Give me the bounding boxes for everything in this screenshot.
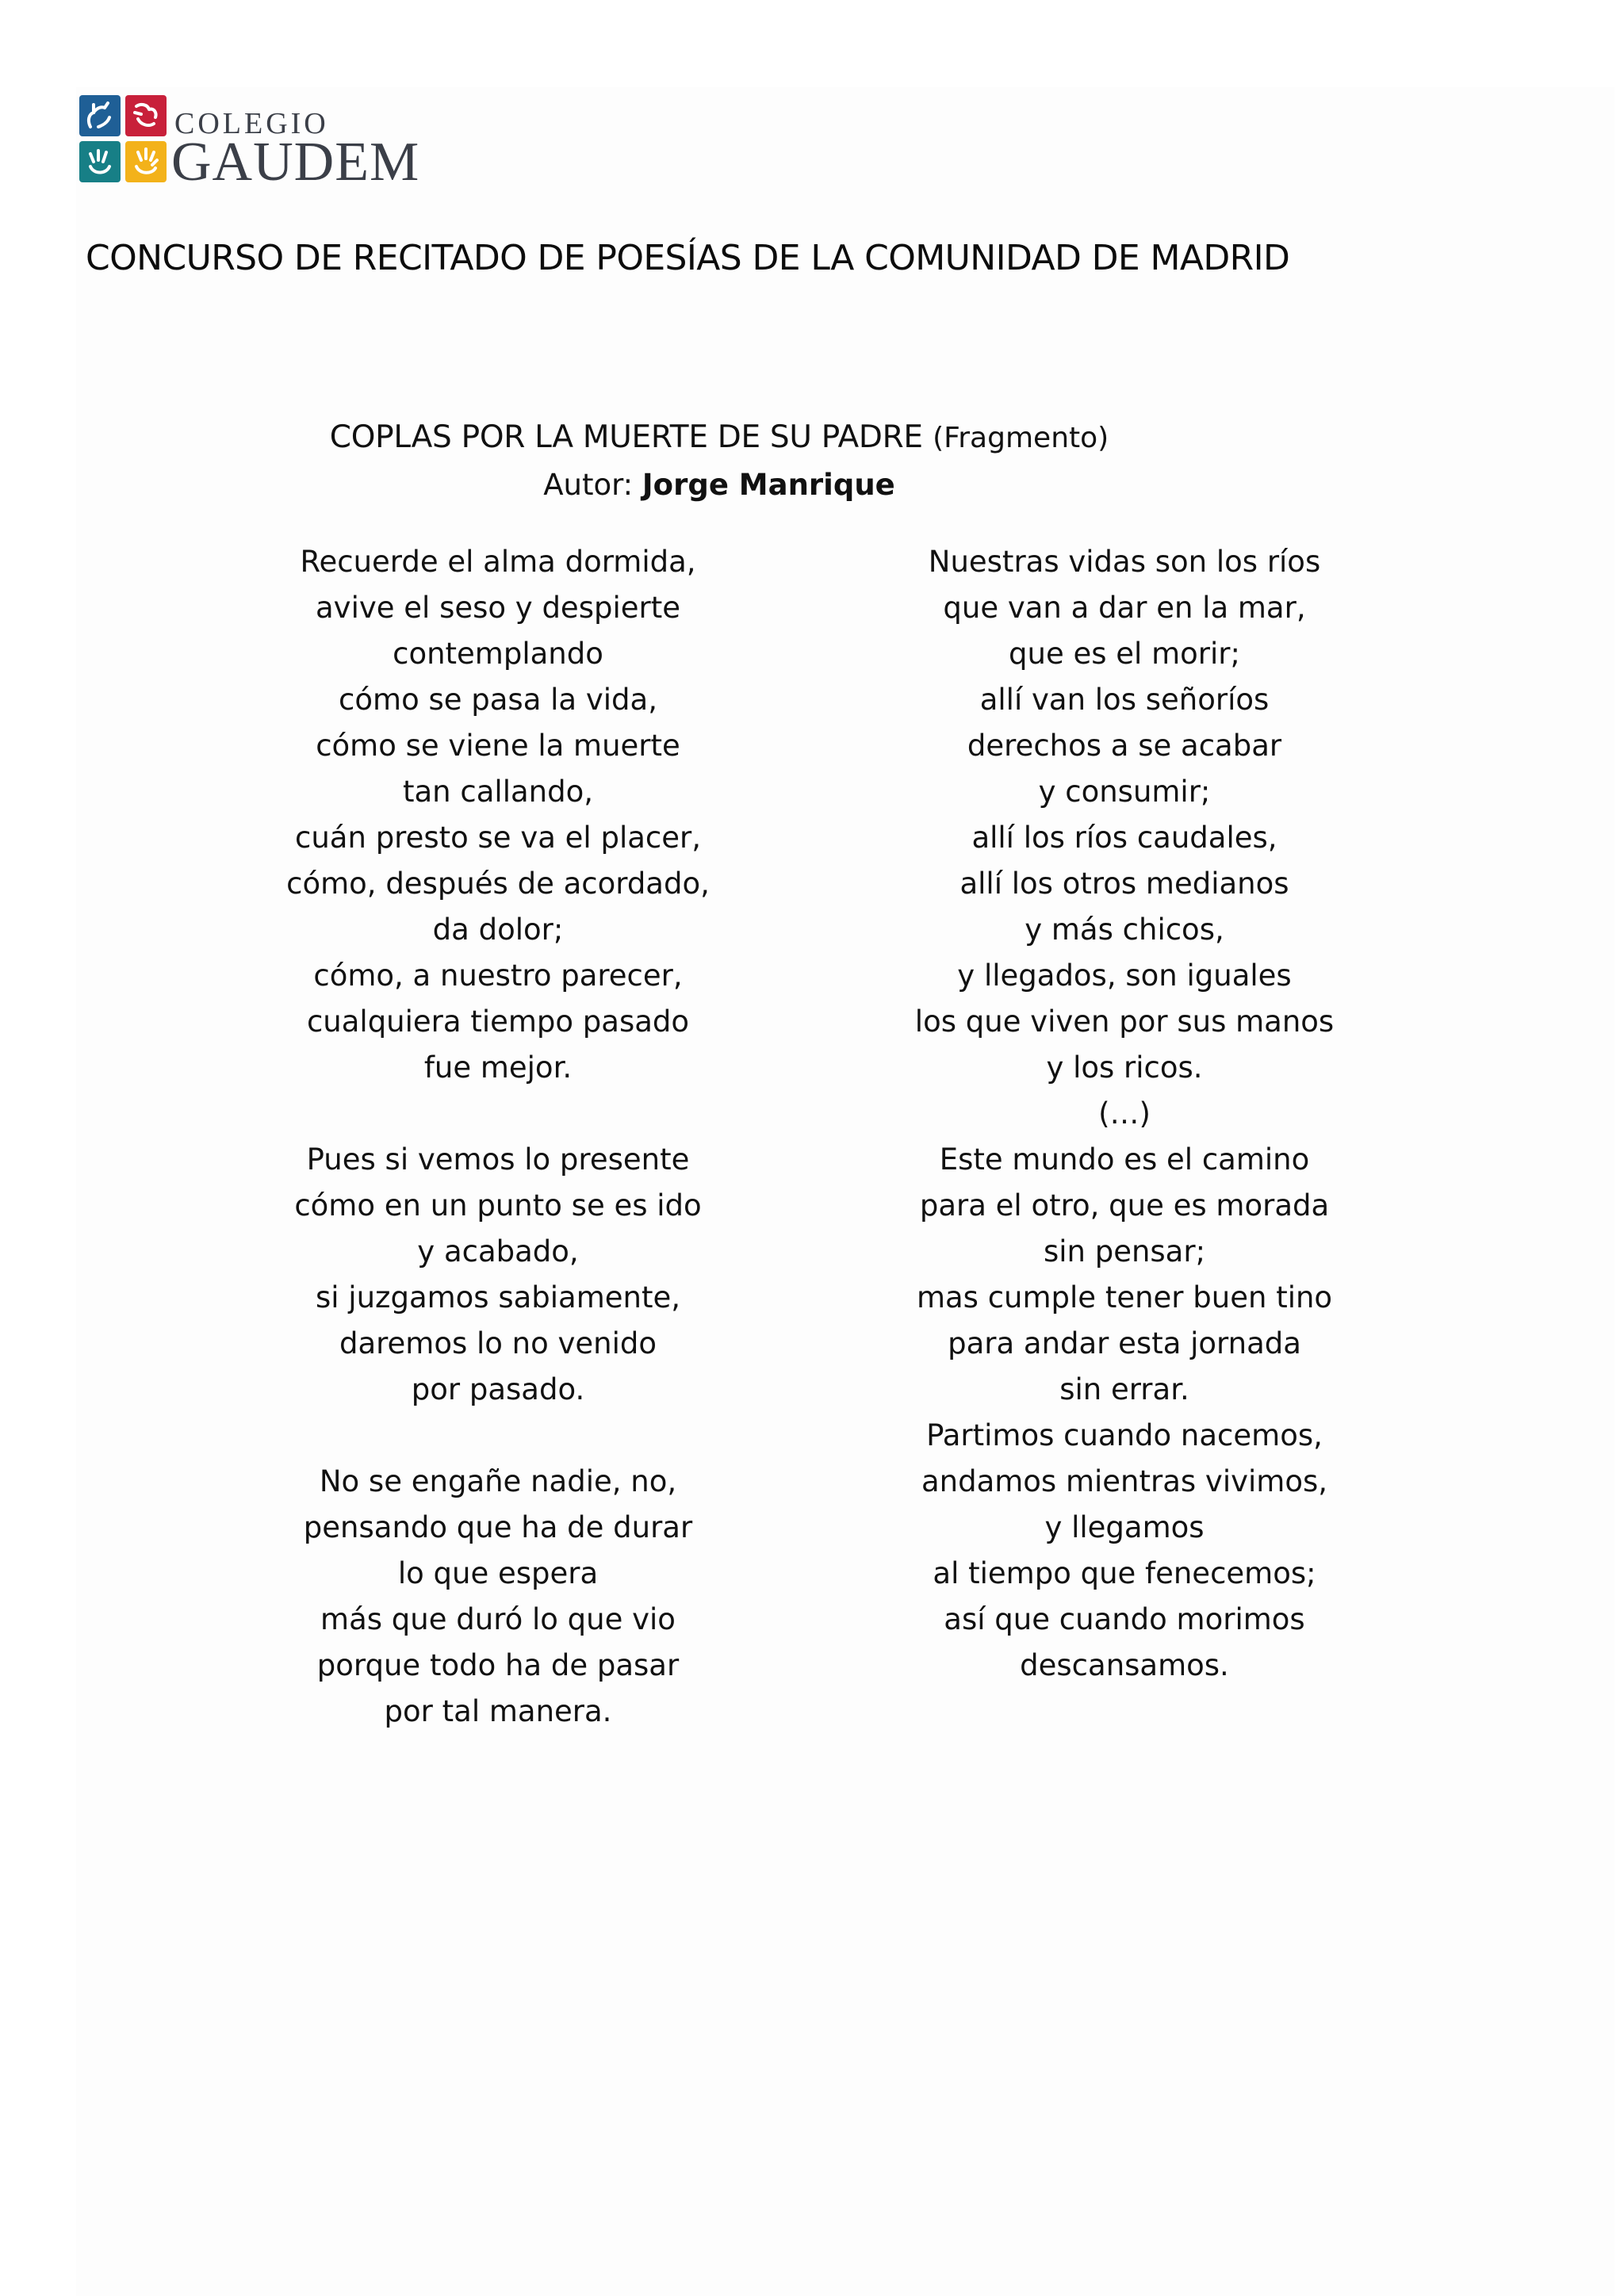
poem-author-line [0, 462, 1438, 508]
poem-stanza [879, 1137, 1370, 1689]
logo-tiles [79, 95, 168, 184]
poem-line: al tiempo que fenecemos; [933, 1556, 1316, 1590]
hand-print-icon [79, 141, 121, 182]
hand-print-icon [125, 141, 167, 182]
poem-line: Este mundo es el camino [939, 1142, 1310, 1177]
poem-line: allí van los señoríos [979, 683, 1270, 717]
poem-line: (…) [1098, 1096, 1151, 1131]
poem-line: y consumir; [1038, 775, 1211, 809]
poem-line: cómo se viene la muerte [316, 729, 680, 763]
school-logo [79, 95, 420, 193]
poem-line: que es el morir; [1009, 637, 1240, 671]
poem-line: sin errar. [1059, 1372, 1189, 1406]
poem-line: los que viven por sus manos [914, 1004, 1335, 1039]
poem-line: cuán presto se va el placer, [295, 821, 701, 855]
poem-line: más que duró lo que vio [320, 1602, 676, 1636]
poem-line: allí los ríos caudales, [971, 821, 1277, 855]
poem-line: No se engañe nadie, no, [319, 1464, 677, 1498]
author-name: Jorge Manrique [642, 468, 895, 502]
poem-title-line [0, 414, 1438, 462]
poem-line: allí los otros medianos [959, 867, 1289, 901]
poem-line: así que cuando morimos [944, 1602, 1305, 1636]
hand-print-icon [125, 95, 167, 136]
poem-line: para andar esta jornada [948, 1326, 1301, 1360]
poem-line: si juzgamos sabiamente, [315, 1280, 681, 1314]
poem-line: da dolor; [432, 913, 564, 947]
poem-line: derechos a se acabar [967, 729, 1282, 763]
poem-column-left [252, 539, 744, 1735]
poem-title: COPLAS POR LA MUERTE DE SU PADRE [329, 419, 923, 455]
poem-line: por tal manera. [384, 1694, 612, 1728]
poem-column-right [879, 539, 1370, 1689]
poem-line: avive el seso y despierte [316, 591, 680, 625]
poem-line: fue mejor. [423, 1050, 573, 1085]
poem-line: Recuerde el alma dormida, [300, 545, 696, 579]
poem-line: y llegados, son iguales [957, 959, 1292, 993]
poem-line: tan callando, [403, 775, 593, 809]
poem-line: sin pensar; [1043, 1234, 1206, 1269]
poem-line: que van a dar en la mar, [943, 591, 1306, 625]
poem-stanza [252, 1459, 744, 1735]
poem-line: y acabado, [417, 1234, 579, 1269]
poem-line: cómo se pasa la vida, [339, 683, 657, 717]
poem-fragment-note: (Fragmento) [933, 422, 1109, 454]
poem-line: daremos lo no venido [339, 1326, 657, 1360]
hand-print-icon [79, 95, 121, 136]
poem-line: y los ricos. [1046, 1050, 1203, 1085]
poem-line: cualquiera tiempo pasado [306, 1004, 690, 1039]
poem-line: y más chicos, [1025, 913, 1224, 947]
logo-text-colegio: COLEGIO [174, 107, 329, 140]
poem-line: Nuestras vidas son los ríos [928, 545, 1321, 579]
poem-line: cómo, después de acordado, [286, 867, 710, 901]
poem-line: andamos mientras vivimos, [921, 1464, 1328, 1498]
poem-line: mas cumple tener buen tino [916, 1280, 1333, 1314]
poem-stanza [252, 1137, 744, 1413]
poem-header [0, 414, 1438, 508]
poem-line: Pues si vemos lo presente [306, 1142, 690, 1177]
poem-line: porque todo ha de pasar [316, 1648, 680, 1682]
poem-stanza [879, 539, 1370, 1091]
poem-line: descansamos. [1020, 1648, 1229, 1682]
poem-stanza [252, 539, 744, 1091]
poem-line: cómo en un punto se es ido [294, 1188, 702, 1223]
poem-line: contemplando [393, 637, 603, 671]
poem-stanza [879, 1091, 1370, 1137]
poem-line: cómo, a nuestro parecer, [313, 959, 683, 993]
page-title: CONCURSO DE RECITADO DE POESÍAS DE LA COMUNIDAD DE MADRID [86, 238, 1290, 278]
poem-line: Partimos cuando nacemos, [926, 1418, 1323, 1452]
poem-line: lo que espera [397, 1556, 599, 1590]
poem-line: pensando que ha de durar [303, 1510, 693, 1544]
poem-line: para el otro, que es morada [919, 1188, 1330, 1223]
poem-line: y llegamos [1044, 1510, 1205, 1544]
author-label: Autor: [543, 468, 634, 502]
logo-text-gaudem: GAUDEM [171, 132, 420, 193]
poem-line: por pasado. [411, 1372, 585, 1406]
